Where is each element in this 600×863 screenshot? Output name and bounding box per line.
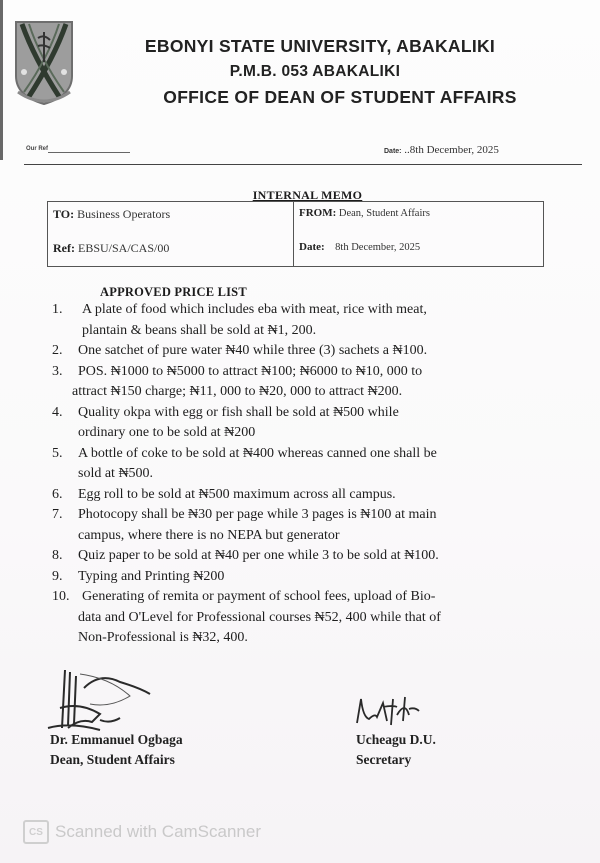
memo-to: TO: Business Operators bbox=[53, 207, 171, 221]
list-item: 7. Photocopy shall be ₦30 per page while 3 pages is ₦100 at main campus, where there is no NEPA but generator bbox=[52, 507, 437, 543]
header-date-label: Date: bbox=[384, 148, 402, 155]
price-list-title: APPROVED PRICE LIST bbox=[100, 285, 247, 299]
institution-name: EBONYI STATE UNIVERSITY, ABAKALIKI bbox=[144, 36, 496, 56]
watermark-text: Scanned with CamScanner bbox=[55, 822, 262, 841]
camscanner-logo-icon: CS bbox=[23, 820, 49, 844]
secretary-name: Ucheagu D.U. bbox=[356, 732, 436, 747]
reference-line bbox=[26, 142, 574, 162]
memo-ref: Ref: EBSU/SA/CAS/00 bbox=[53, 241, 170, 255]
list-item: 3. POS. ₦1000 to ₦5000 to attract ₦100; ₦6000 to ₦10, 000 to attract ₦150 charge; ₦11, 000 to ₦20, 000 to attract ₦200. bbox=[52, 363, 423, 399]
our-ref-blank bbox=[48, 152, 130, 153]
memo-from: FROM: Dean, Student Affairs bbox=[299, 207, 430, 219]
list-item: 6. Egg roll to be sold at ₦500 maximum across all campus. bbox=[52, 486, 396, 502]
list-item: 1. A plate of food which includes eba with meat, rice with meat, plantain & beans shall be sold at ₦1, 200. bbox=[52, 302, 427, 338]
dean-title: Dean, Student Affairs bbox=[50, 752, 175, 767]
dean-name: Dr. Emmanuel Ogbaga bbox=[50, 732, 183, 747]
memo-title: INTERNAL MEMO bbox=[252, 188, 363, 202]
list-item: 5. A bottle of coke to be sold at ₦400 whereas canned one shall be sold at ₦500. bbox=[52, 445, 437, 481]
header-divider bbox=[24, 164, 582, 165]
header-date-value: ..8th December, 2025 bbox=[404, 144, 499, 156]
memo-right-column bbox=[294, 202, 543, 266]
list-item: 8. Quiz paper to be sold at ₦40 per one while 3 to be sold at ₦100. bbox=[52, 548, 439, 563]
header-date bbox=[384, 144, 499, 156]
list-item: 2. One satchet of pure water ₦40 while three (3) sachets a ₦100. bbox=[52, 343, 428, 358]
memo-header-table bbox=[47, 201, 544, 267]
university-crest-icon bbox=[12, 18, 76, 106]
list-item: 4. Quality okpa with egg or fish shall be sold at ₦500 while ordinary one to be sold at ₦200 bbox=[52, 404, 399, 440]
dean-signatory bbox=[50, 730, 183, 770]
letterhead bbox=[90, 36, 560, 108]
list-item: 10. Generating of remita or payment of school fees, upload of Bio- data and O'Level for Professional courses ₦52, 400 while that of Non-Professional is ₦32, 400. bbox=[52, 589, 441, 645]
price-list bbox=[52, 300, 582, 649]
memo-date: Date: 8th December, 2025 bbox=[299, 241, 421, 253]
scan-edge-shadow bbox=[0, 0, 3, 160]
secretary-title: Secretary bbox=[356, 752, 412, 767]
secretary-signatory bbox=[356, 730, 436, 770]
list-item: 9. Typing and Printing ₦200 bbox=[52, 568, 225, 584]
camscanner-watermark bbox=[23, 820, 261, 844]
office-name: OFFICE OF DEAN OF STUDENT AFFAIRS bbox=[163, 87, 517, 107]
secretary-signature-icon bbox=[353, 695, 425, 731]
institution-address: P.M.B. 053 ABAKALIKI bbox=[229, 63, 401, 80]
our-ref-label: Our Ref bbox=[26, 146, 49, 152]
memo-left-column bbox=[48, 202, 294, 266]
